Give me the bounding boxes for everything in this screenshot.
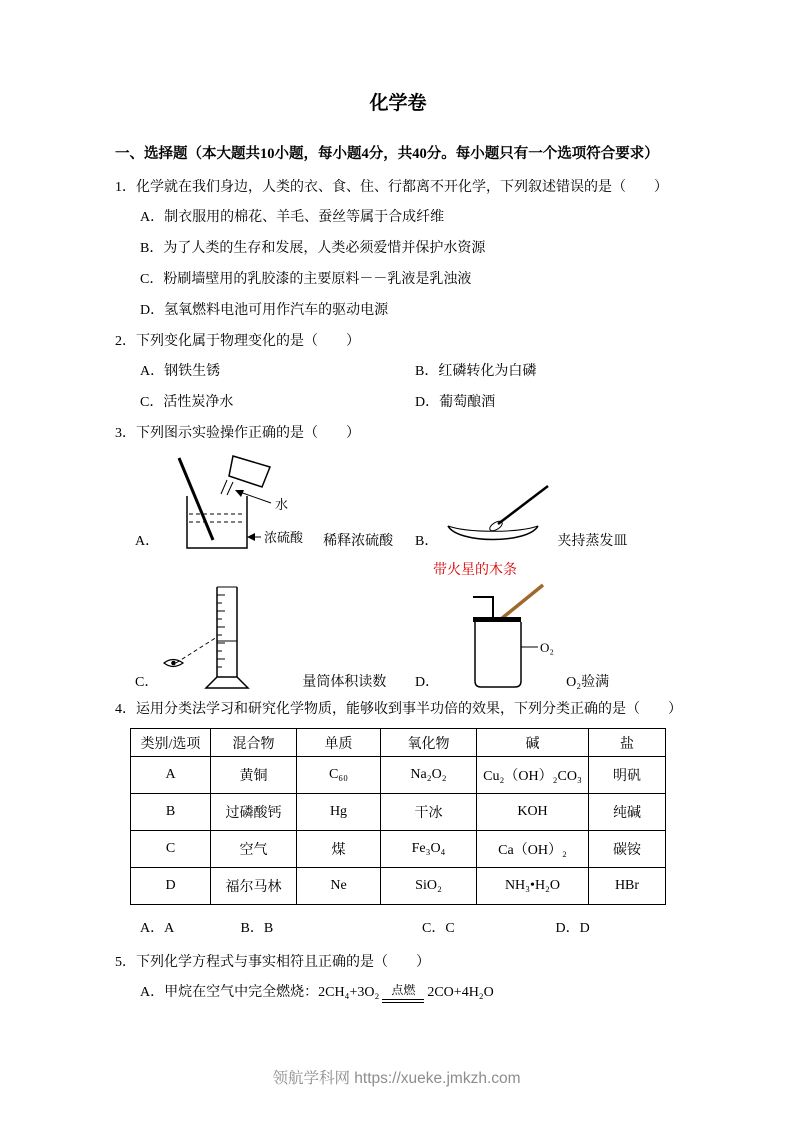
graduated-cylinder-diagram xyxy=(162,583,297,695)
option-b-letter: B． xyxy=(415,534,439,549)
beaker-dilution-diagram xyxy=(163,452,318,554)
table-cell: KOH xyxy=(477,794,589,831)
table-cell: SiO₂ xyxy=(381,868,477,905)
diagram-b-caption: 夹持蒸发皿 xyxy=(557,534,628,549)
acid-label: 浓硫酸 xyxy=(264,530,304,545)
eye-icon xyxy=(164,660,183,667)
question-1-option-d: D．氢氧燃料电池可用作汽车的驱动电源 xyxy=(140,303,389,318)
gas-bottle-diagram xyxy=(443,583,561,695)
question-5-stem: 5．下列化学方程式与事实相符且正确的是（ ） xyxy=(115,955,430,970)
question-3 xyxy=(115,422,681,695)
diagram-row-1 xyxy=(115,452,681,554)
table-cell: D xyxy=(131,868,211,905)
table-cell: 煤 xyxy=(297,831,381,868)
diagram-d-caption: O₂验满 xyxy=(566,675,610,690)
question-4-option-d: D．D xyxy=(555,921,590,936)
table-row xyxy=(131,757,666,794)
table-cell: Na₂O₂ xyxy=(381,757,477,794)
table-cell: 纯碱 xyxy=(589,794,666,831)
table-header-cell: 碱 xyxy=(477,729,589,757)
table-cell: Fe₃O₄ xyxy=(381,831,477,868)
table-cell: Ca（OH）₂ xyxy=(477,831,589,868)
table-header-cell: 盐 xyxy=(589,729,666,757)
table-cell: 福尔马林 xyxy=(211,868,297,905)
table-cell: 空气 xyxy=(211,831,297,868)
table-header-cell: 氧化物 xyxy=(381,729,477,757)
option-a-letter: A． xyxy=(135,534,160,549)
table-cell: 干冰 xyxy=(381,794,477,831)
question-5 xyxy=(115,951,681,1003)
section-header: 一、选择题（本大题共10小题，每小题4分，共40分。每小题只有一个选项符合要求） xyxy=(115,146,659,162)
question-2-option-c: C．活性炭净水 xyxy=(140,395,234,410)
question-4-options xyxy=(115,917,681,937)
diagram-c-caption: 量筒体积读数 xyxy=(302,675,387,690)
diagram-a-dilute-acid xyxy=(115,452,415,554)
question-1-stem: 1．化学就在我们身边，人类的衣、食、住、行都离不开化学，下列叙述错误的是（ ） xyxy=(115,180,668,195)
question-2 xyxy=(115,330,681,411)
diagram-row-2 xyxy=(115,583,681,695)
equation-reactants: A．甲烷在空气中完全燃烧：2CH₄+3O₂ xyxy=(140,985,380,1000)
question-1-option-a: A．制衣服用的棉花、羊毛、蚕丝等属于合成纤维 xyxy=(140,210,445,225)
question-2-option-d: D．葡萄酿酒 xyxy=(415,395,496,410)
equation-products: 2CO+4H₂O xyxy=(427,985,494,1000)
oxygen-label: O₂ xyxy=(540,640,555,655)
table-row xyxy=(131,794,666,831)
water-label: 水 xyxy=(275,497,289,512)
question-2-stem: 2．下列变化属于物理变化的是（ ） xyxy=(115,334,360,349)
diagram-a-caption: 稀释浓硫酸 xyxy=(323,534,394,549)
classification-table xyxy=(130,728,666,905)
exam-paper xyxy=(115,88,681,1014)
table-cell: Ne xyxy=(297,868,381,905)
watermark-footer: 领航学科网 https://xueke.jmkzh.com xyxy=(272,1070,521,1087)
question-4-option-b: B．B xyxy=(240,921,274,936)
table-row xyxy=(131,868,666,905)
question-2-option-a: A．钢铁生锈 xyxy=(140,364,221,379)
diagram-b-evaporating-dish xyxy=(415,482,627,554)
paper-title: 化学卷 xyxy=(369,93,427,114)
question-1-option-c: C．粉刷墙壁用的乳胶漆的主要原料－－乳液是乳浊液 xyxy=(140,272,472,287)
table-header-row xyxy=(131,729,666,757)
table-cell: 碳铵 xyxy=(589,831,666,868)
question-3-stem: 3．下列图示实验操作正确的是（ ） xyxy=(115,426,360,441)
question-5-option-a xyxy=(115,981,681,1003)
question-1-option-b: B．为了人类的生存和发展，人类必须爱惜并保护水资源 xyxy=(140,241,486,256)
question-4 xyxy=(115,698,681,937)
table-cell: HBr xyxy=(589,868,666,905)
reaction-condition-label: 点燃 xyxy=(382,984,424,1003)
question-4-option-c: C．C xyxy=(422,921,455,936)
question-4-stem: 4．运用分类法学习和研究化学物质，能够收到事半功倍的效果，下列分类正确的是（ ） xyxy=(115,702,682,717)
question-1 xyxy=(115,176,681,319)
table-cell: 过磷酸钙 xyxy=(211,794,297,831)
table-row xyxy=(131,831,666,868)
table-cell: 黄铜 xyxy=(211,757,297,794)
diagram-d-oxygen-test xyxy=(415,583,609,695)
table-header-cell: 单质 xyxy=(297,729,381,757)
glowing-splint-label: 带火星的木条 xyxy=(433,563,517,578)
question-2-option-b: B．红磷转化为白磷 xyxy=(415,364,537,379)
table-cell: NH₃•H₂O xyxy=(477,868,589,905)
question-4-option-a: A．A xyxy=(140,921,175,936)
diagram-c-graduated-cylinder xyxy=(115,583,415,695)
table-cell: Hg xyxy=(297,794,381,831)
table-cell: A xyxy=(131,757,211,794)
option-c-letter: C． xyxy=(135,675,159,690)
table-cell: C₆₀ xyxy=(297,757,381,794)
table-header-cell: 类别/选项 xyxy=(131,729,211,757)
glowing-splint-icon xyxy=(501,585,543,619)
table-cell: Cu₂（OH）₂CO₃ xyxy=(477,757,589,794)
option-d-letter: D． xyxy=(415,675,440,690)
table-cell: B xyxy=(131,794,211,831)
table-cell: C xyxy=(131,831,211,868)
reaction-condition xyxy=(382,984,424,1003)
table-cell: 明矾 xyxy=(589,757,666,794)
evaporating-dish-diagram xyxy=(442,482,552,554)
table-header-cell: 混合物 xyxy=(211,729,297,757)
